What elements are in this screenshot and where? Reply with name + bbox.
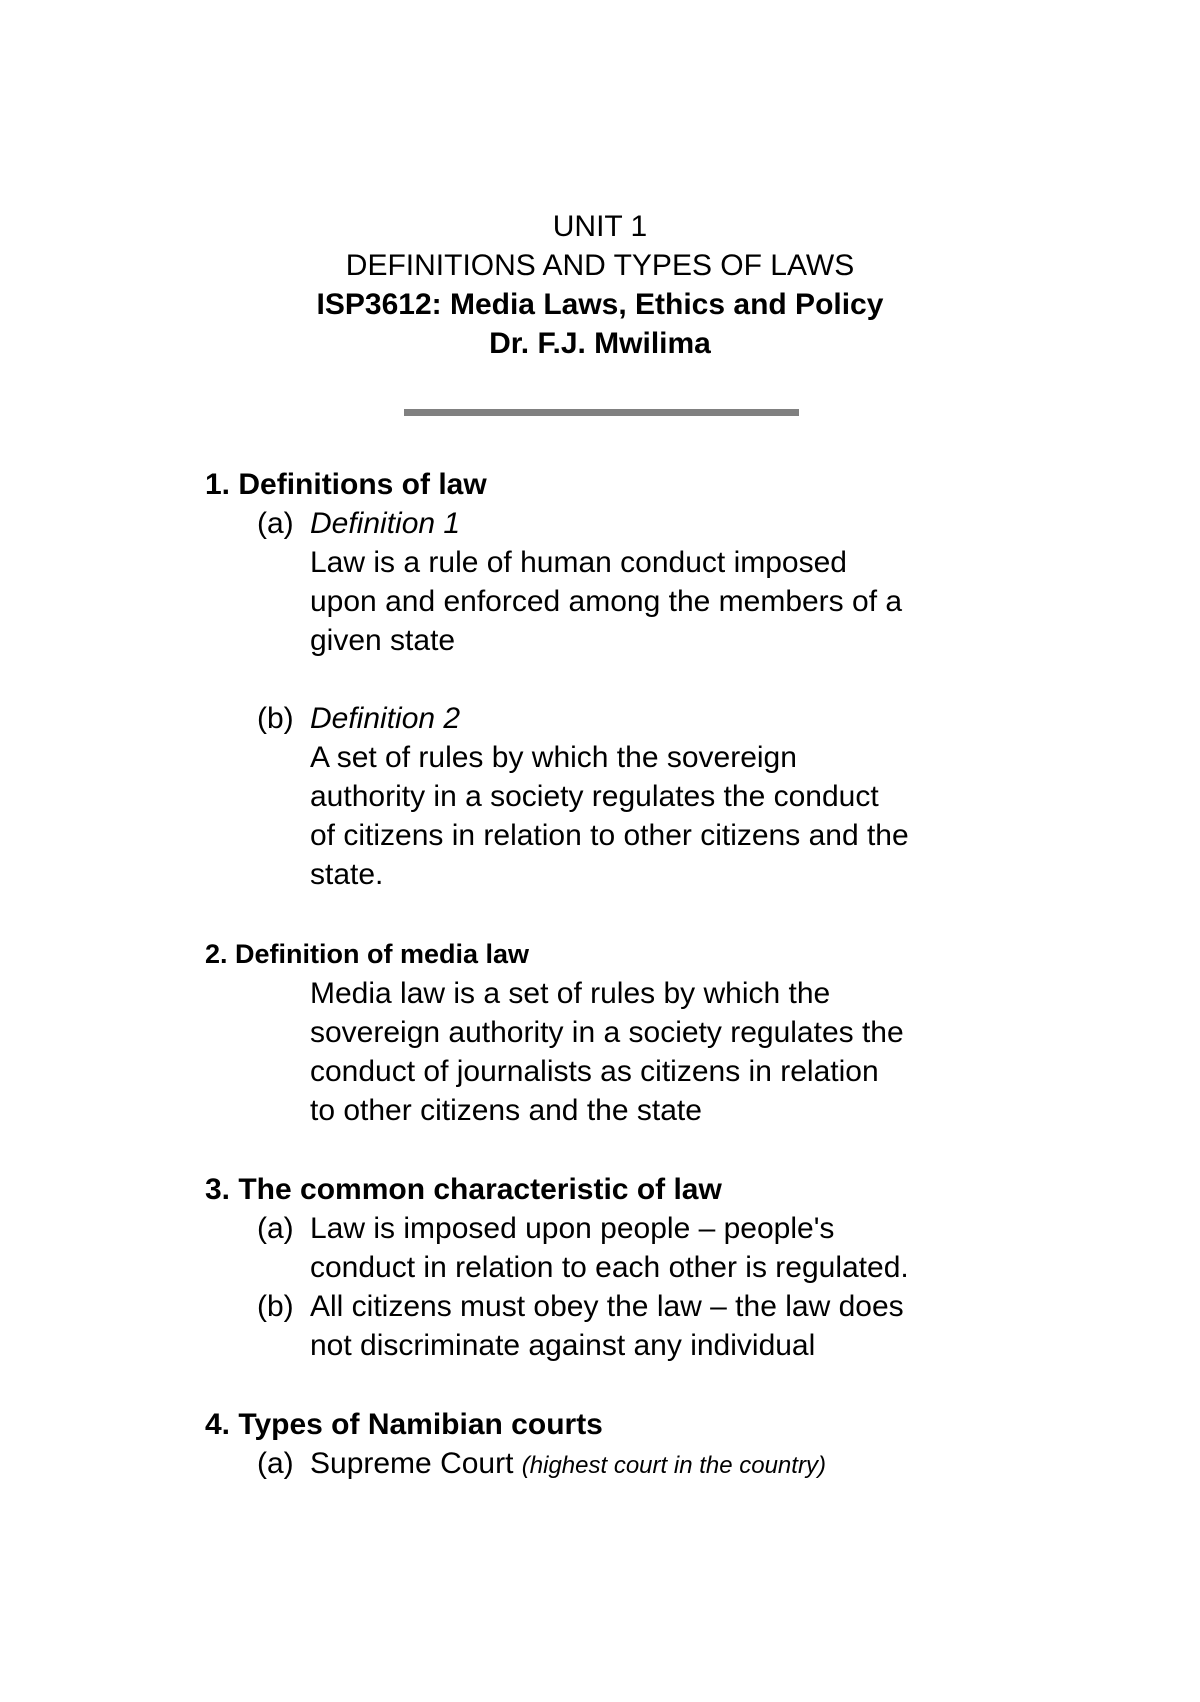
text-line: given state [310, 624, 456, 657]
section-characteristics [205, 1170, 1105, 1365]
item-label: (b) [257, 1290, 294, 1323]
unit-label: UNIT 1 [552, 210, 648, 243]
section-heading: 4. Types of Namibian courts [205, 1408, 603, 1441]
section-heading: 1. Definitions of law [205, 468, 487, 501]
section-heading: 3. The common characteristic of law [205, 1173, 722, 1206]
section-definitions-of-law [205, 465, 1105, 894]
text-line: conduct of journalists as citizens in relation [310, 1055, 879, 1088]
definition-item [205, 699, 1105, 894]
list-item [205, 1444, 1105, 1485]
text-line: upon and enforced among the members of a [310, 585, 903, 618]
text-line: sovereign authority in a society regulates the [310, 1016, 904, 1049]
text-line: not discriminate against any individual [310, 1329, 816, 1362]
item-label: (a) [257, 1447, 294, 1480]
definition-item [205, 504, 1105, 660]
text-line: All citizens must obey the law – the law does [310, 1290, 904, 1323]
text-line: Law is a rule of human conduct imposed [310, 546, 847, 579]
section-media-law [205, 935, 1105, 1130]
list-item [205, 1287, 1105, 1365]
paragraph [205, 974, 1105, 1130]
text-line: authority in a society regulates the conduct [310, 780, 879, 813]
author-name: Dr. F.J. Mwilima [489, 327, 711, 360]
court-name: Supreme Court [310, 1447, 514, 1480]
text-line: Law is imposed upon people – people's [310, 1212, 835, 1245]
text-line: conduct in relation to each other is regulated. [310, 1251, 909, 1284]
text-line: to other citizens and the state [310, 1094, 702, 1127]
section-heading: 2. Definition of media law [205, 939, 530, 969]
text-line: of citizens in relation to other citizens and the [310, 819, 909, 852]
item-label: (b) [257, 702, 294, 735]
list-item [205, 1209, 1105, 1287]
document-title: DEFINITIONS AND TYPES OF LAWS [345, 249, 855, 282]
text-line: Media law is a set of rules by which the [310, 977, 831, 1010]
document-header [0, 207, 1200, 363]
item-label: (a) [257, 507, 294, 540]
court-note: (highest court in the country) [521, 1452, 826, 1479]
definition-title: Definition 2 [310, 702, 461, 735]
item-label: (a) [257, 1212, 294, 1245]
definition-title: Definition 1 [310, 507, 461, 540]
text-line: A set of rules by which the sovereign [310, 741, 797, 774]
section-namibian-courts [205, 1405, 1105, 1485]
course-title: ISP3612: Media Laws, Ethics and Policy [316, 288, 884, 321]
header-divider [404, 409, 799, 416]
text-line: state. [310, 858, 384, 891]
